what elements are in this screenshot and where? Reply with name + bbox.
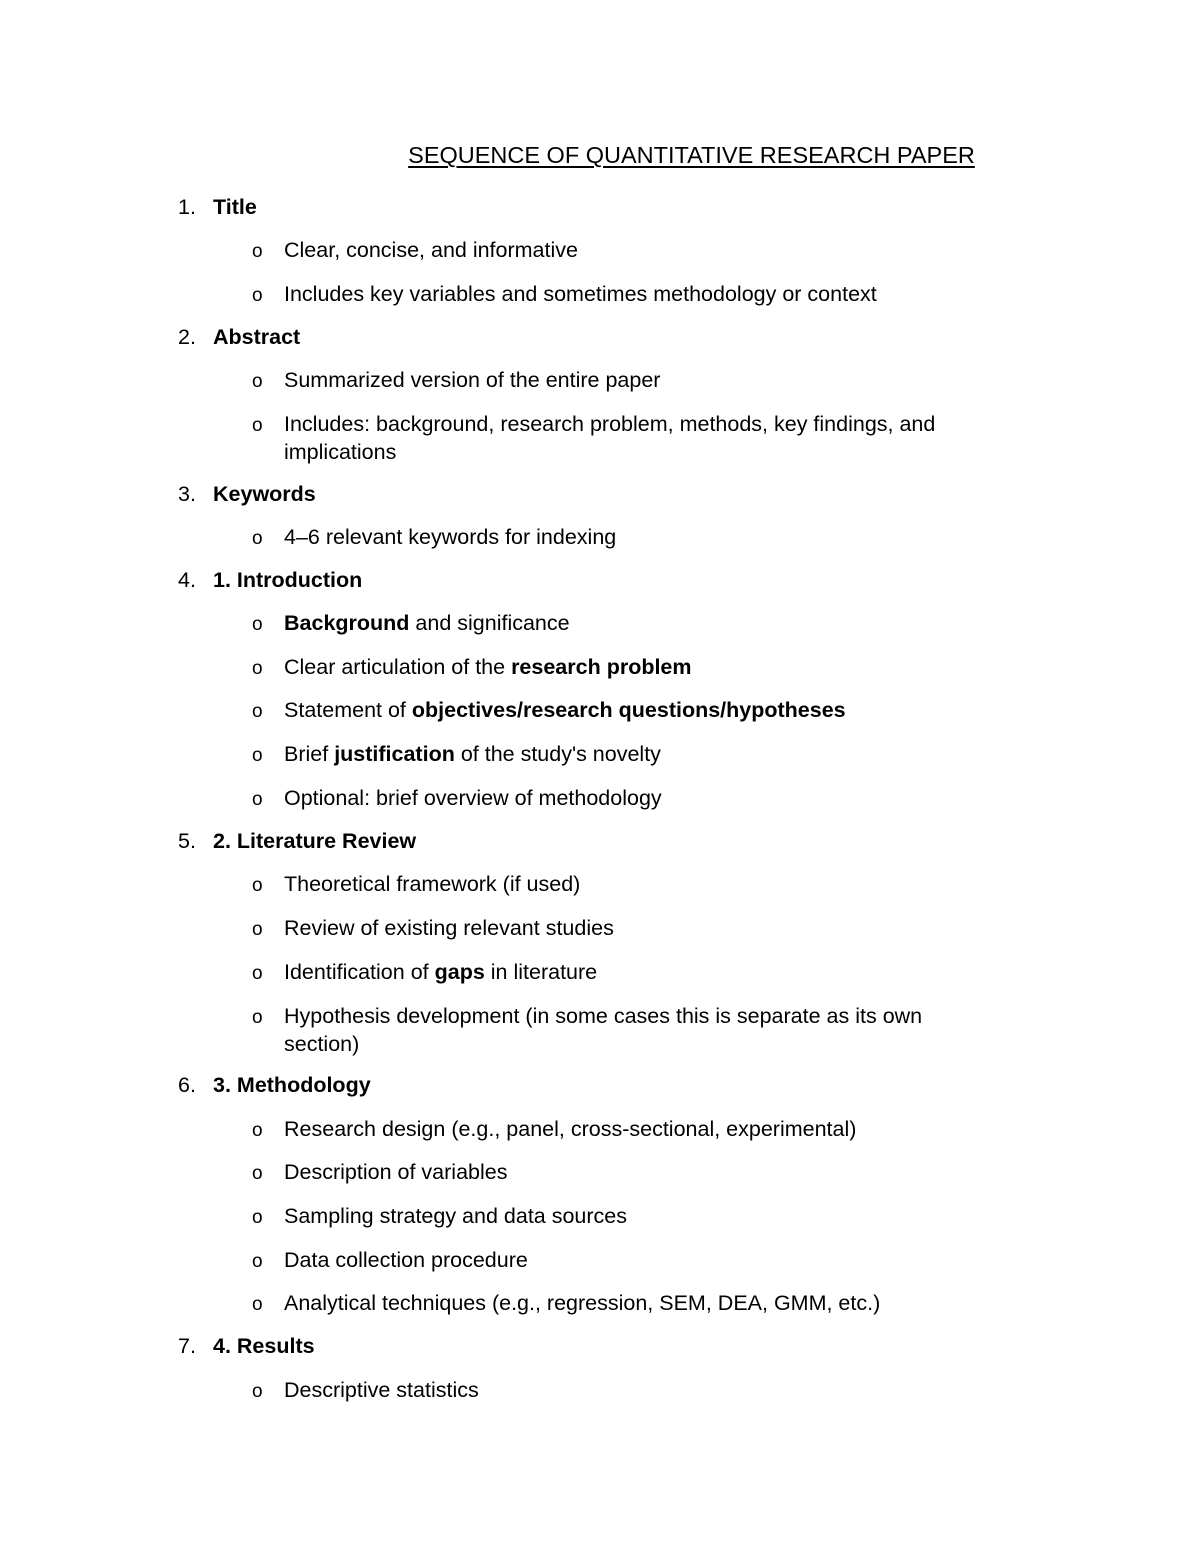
section-label: 1. Introduction [213,568,363,592]
section-heading [178,1073,371,1098]
bold-text-run: justification [334,742,455,766]
hollow-bullet-icon: o [252,1251,263,1272]
hollow-bullet-icon: o [252,745,263,766]
hollow-bullet-icon: o [252,1294,263,1315]
bold-text-run: research problem [511,655,692,679]
page-title: SEQUENCE OF QUANTITATIVE RESEARCH PAPER [408,142,975,168]
section-number: 2. [178,325,196,349]
section-heading [178,568,362,593]
hollow-bullet-icon: o [252,963,263,984]
text-run: Clear articulation of the [284,655,512,679]
list-item [252,611,570,636]
text-run: Theoretical framework (if used) [284,872,581,896]
list-item [252,742,661,767]
list-item [252,282,877,307]
hollow-bullet-icon: o [252,285,263,306]
list-item [252,1248,528,1273]
hollow-bullet-icon: o [252,919,263,940]
hollow-bullet-icon: o [252,875,263,896]
list-item [252,1117,856,1142]
section-number: 3. [178,482,196,506]
text-run: Optional: brief overview of methodology [284,786,662,810]
text-run: implications [284,440,397,464]
text-run: Analytical techniques (e.g., regression, SEM, DEA, GMM, etc.) [284,1291,881,1315]
section-label: 2. Literature Review [213,829,417,853]
text-run: Includes: background, research problem, methods, key findings, and [284,412,936,436]
text-run: Includes key variables and sometimes methodology or context [284,282,877,306]
bold-text-run: gaps [434,960,485,984]
list-item [252,1291,880,1316]
section-label: Title [213,195,257,219]
text-run: in literature [484,960,598,984]
list-item [252,1004,922,1029]
list-item [252,960,597,985]
section-heading [178,325,300,350]
list-item [252,872,580,897]
section-label: Abstract [213,325,301,349]
section-heading [178,482,316,507]
text-run: Description of variables [284,1160,508,1184]
hollow-bullet-icon: o [252,658,263,679]
list-item [252,698,846,723]
list-item [252,412,935,437]
text-run: Summarized version of the entire paper [284,368,661,392]
list-item [252,655,692,680]
section-heading [178,1334,315,1359]
text-run: Research design (e.g., panel, cross-sectional, experimental) [284,1117,857,1141]
text-run: Clear, concise, and informative [284,238,578,262]
hollow-bullet-icon: o [252,241,263,262]
section-number: 6. [178,1073,196,1097]
text-run: of the study's novelty [454,742,661,766]
section-label: 4. Results [213,1334,315,1358]
list-item [252,525,616,550]
bold-text-run: objectives/research questions/hypotheses [411,698,846,722]
hollow-bullet-icon: o [252,789,263,810]
bold-text-run: Background [284,611,410,635]
hollow-bullet-icon: o [252,614,263,635]
text-run: section) [284,1032,360,1056]
list-item [252,368,660,393]
list-item [252,786,662,811]
list-item [252,1160,507,1185]
section-number: 1. [178,195,196,219]
list-item-continuation [284,1032,359,1057]
list-item [252,238,578,263]
text-run: Sampling strategy and data sources [284,1204,628,1228]
list-item [252,916,614,941]
text-run: 4–6 relevant keywords for indexing [284,525,617,549]
hollow-bullet-icon: o [252,1163,263,1184]
hollow-bullet-icon: o [252,1120,263,1141]
hollow-bullet-icon: o [252,415,263,436]
list-item-continuation [284,440,396,465]
section-number: 5. [178,829,196,853]
hollow-bullet-icon: o [252,528,263,549]
hollow-bullet-icon: o [252,701,263,722]
section-label: 3. Methodology [213,1073,371,1097]
text-run: Descriptive statistics [284,1378,479,1402]
section-number: 7. [178,1334,196,1358]
list-item [252,1204,627,1229]
text-run: Statement of [284,698,412,722]
text-run: Review of existing relevant studies [284,916,614,940]
hollow-bullet-icon: o [252,371,263,392]
text-run: Hypothesis development (in some cases this is separate as its own [284,1004,923,1028]
section-label: Keywords [213,482,316,506]
hollow-bullet-icon: o [252,1207,263,1228]
text-run: Data collection procedure [284,1248,528,1272]
hollow-bullet-icon: o [252,1381,263,1402]
text-run: Identification of [284,960,435,984]
list-item [252,1378,479,1403]
hollow-bullet-icon: o [252,1007,263,1028]
section-heading [178,195,257,220]
section-heading [178,829,416,854]
text-run: Brief [284,742,335,766]
text-run: and significance [409,611,570,635]
section-number: 4. [178,568,196,592]
